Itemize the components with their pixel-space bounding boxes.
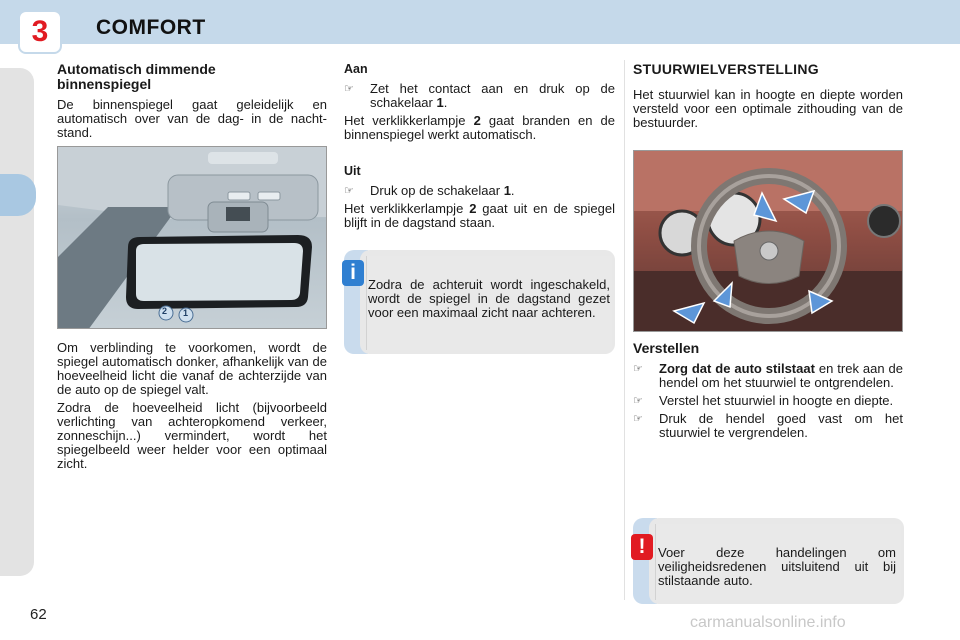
steering-intro: Het stuurwiel kan in hoogte en diepte worden versteld voor een optimale zithouding van de bestuurder.: [633, 87, 903, 130]
left-column-lower: [57, 341, 327, 471]
section-title-steering: STUURWIELVERSTELLING: [633, 61, 819, 77]
mirror-para-1: Om verblinding te voorkomen, wordt de spiegel automatisch donker, afhankelijk van de hoeveelheid licht die vanaf de achterzijde van de auto op de spiegel valt.: [57, 340, 327, 397]
pointing-hand-icon: ☞: [633, 363, 643, 375]
pointing-hand-icon: ☞: [633, 413, 643, 425]
info-box-text: Zodra de achteruit wordt ingeschakeld, wordt de spiegel in de dagstand gezet voor een maximaal zicht naar achteren.: [368, 277, 610, 320]
mirror-illustration: [58, 147, 327, 329]
aan-text: Het verklikkerlampje 2 gaat branden en de binnenspiegel werkt automatisch.: [344, 113, 615, 142]
warning-box-text: Voer deze handelingen om veiligheidsredenen uitsluitend uit bij stilstaande auto.: [658, 545, 896, 588]
pointing-hand-icon: ☞: [633, 395, 643, 407]
middle-column: [344, 62, 615, 230]
uit-bullet: ☞ Druk op de schakelaar 1.: [344, 183, 515, 198]
verstellen-bullet-1: ☞ Zorg dat de auto stilstaat en trek aan de hendel om het stuurwiel te ontgrendelen.: [633, 361, 903, 390]
mirror-photo: [57, 146, 327, 329]
column-divider: [624, 60, 625, 600]
side-strip: [0, 68, 34, 576]
steering-wheel-photo: [633, 150, 903, 332]
mirror-intro: De binnenspiegel gaat geleidelijk en automatisch over van de dag- in de nacht-stand.: [57, 97, 327, 140]
verstellen-bullet-3: ☞ Druk de hendel goed vast om het stuurwiel te vergrendelen.: [633, 411, 903, 440]
info-icon: i: [342, 260, 364, 286]
photo-label-1: 1: [183, 308, 189, 318]
right-column-lower: [633, 341, 903, 440]
photo-label-2: 2: [162, 306, 168, 316]
page-number: 62: [30, 606, 47, 623]
pointing-hand-icon: ☞: [344, 185, 354, 197]
verstellen-bullet-2: ☞ Verstel het stuurwiel in hoogte en diepte.: [633, 393, 894, 408]
section-title-mirror: Automatisch dimmende binnenspiegel: [57, 61, 216, 92]
uit-text: Het verklikkerlampje 2 gaat uit en de spiegel blijft in de dagstand staan.: [344, 201, 615, 230]
aan-bullet: ☞ Zet het contact aan en druk op de schakelaar 1.: [344, 81, 615, 110]
chapter-number-badge: 3: [18, 10, 62, 54]
warning-icon: !: [631, 534, 653, 560]
right-column: [633, 62, 903, 130]
pointing-hand-icon: ☞: [344, 83, 354, 95]
mirror-para-2: Zodra de hoeveelheid licht (bijvoorbeeld verlichting van achteropkomend verkeer, zonneschijn...) vermindert, wordt het spiegelbeeld weer helder voor een optimaal zicht.: [57, 400, 327, 471]
uit-title: Uit: [344, 164, 361, 178]
left-column: [57, 62, 327, 140]
watermark: carmanualsonline.info: [690, 614, 846, 631]
chapter-title: COMFORT: [96, 16, 206, 39]
aan-title: Aan: [344, 62, 368, 76]
verstellen-title: Verstellen: [633, 340, 700, 356]
side-tab: [0, 174, 36, 216]
steering-wheel-illustration: [634, 151, 903, 332]
